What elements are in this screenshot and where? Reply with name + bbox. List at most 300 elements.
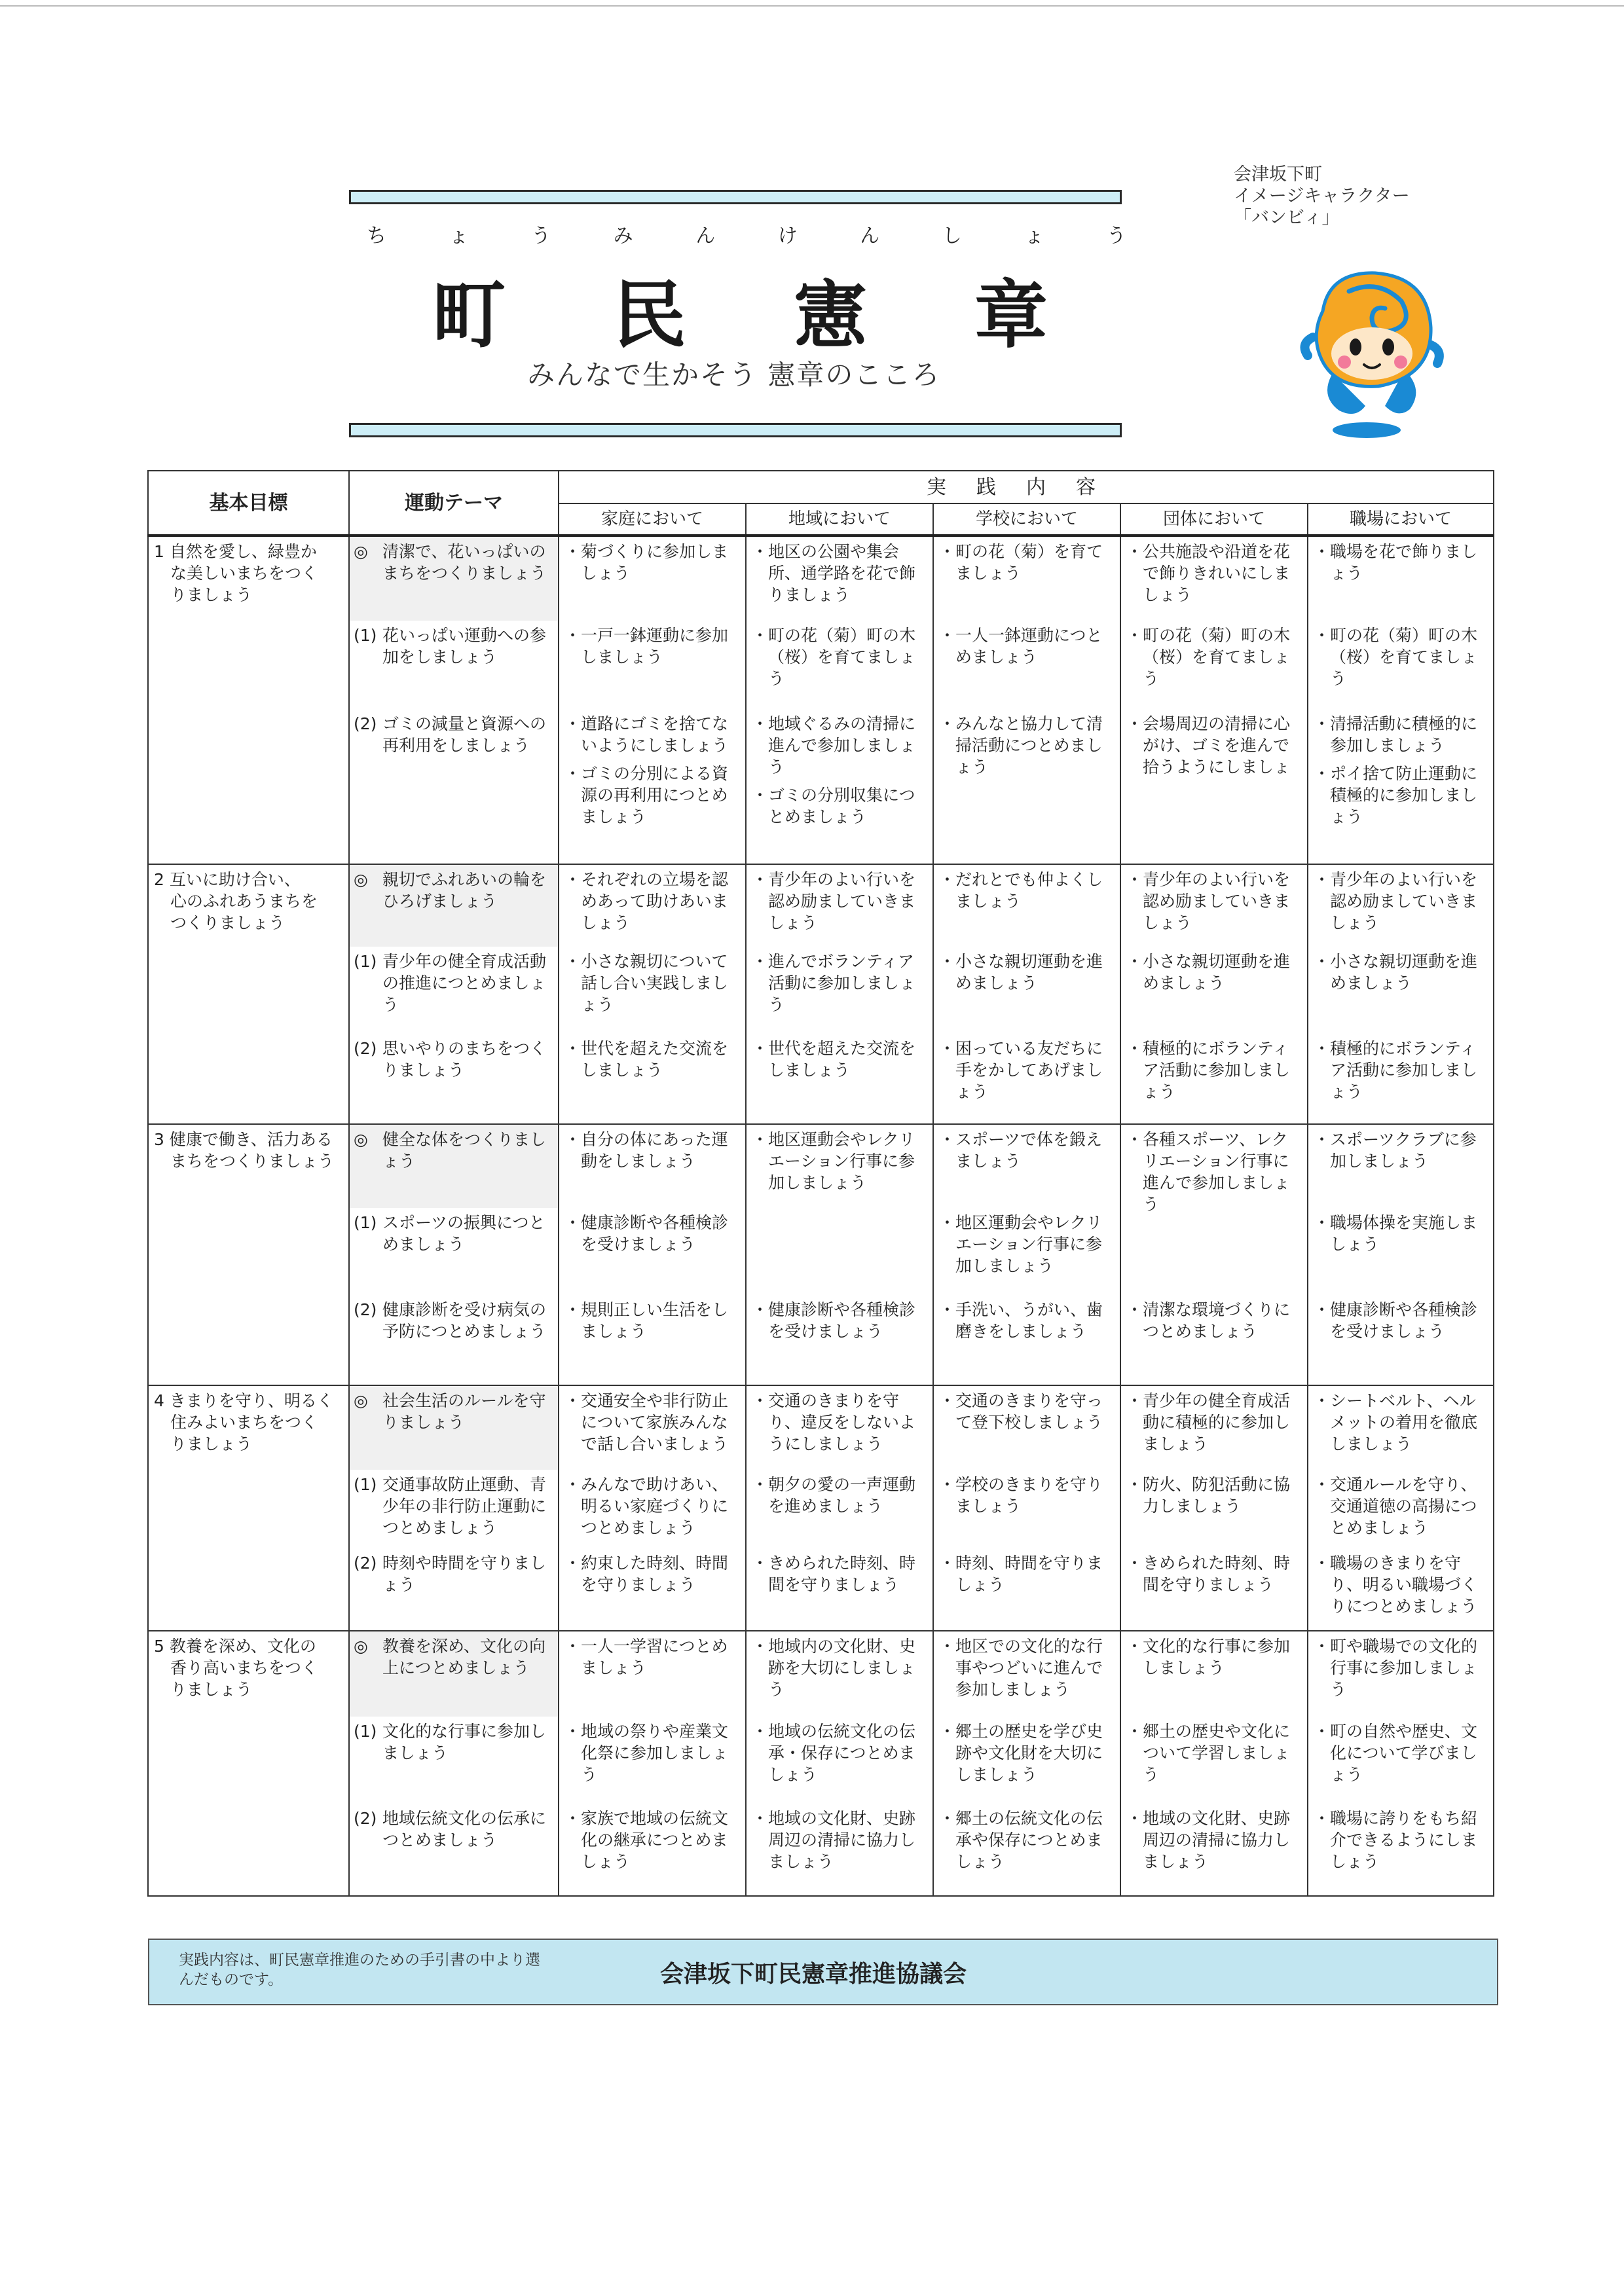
practice-subcell [934,865,1120,947]
theme-marker: (2) [354,714,377,733]
theme-item [350,1631,558,1717]
bullet-icon: ・ [752,1391,769,1410]
practice-subcell [1308,1208,1493,1295]
bullet-icon: ・ [939,1809,956,1828]
practice-cell [746,864,933,1124]
practice-item [752,1299,929,1342]
practice-text: 一人一鉢運動につとめましょう [955,626,1103,666]
bullet-icon: ・ [1314,1130,1331,1149]
theme-marker: (1) [354,1213,377,1232]
practice-text: 進んでボランティア活動に参加しましょう [768,952,916,1014]
practice-text: 青少年のよい行いを認め励ましていきましょう [768,870,916,932]
bullet-icon: ・ [564,952,581,971]
sub-column-header: 地域において [746,503,933,536]
practice-item [939,1129,1116,1172]
practice-text: 職場のきまりを守り、明るい職場づくりにつとめましょう [1330,1554,1478,1616]
bullet-icon: ・ [752,952,769,971]
practice-text: 小さな親切運動を進めましょう [955,952,1103,993]
practice-subcell [747,537,932,621]
theme-text: 花いっぱい運動への参加をしましょう [382,626,547,666]
practice-item [564,1212,741,1255]
practice-item [752,784,929,828]
goal-cell: 5 教養を深め、文化の 香り高いまちをつく りましょう [148,1631,349,1896]
theme-item [350,1470,558,1548]
practice-item [1126,625,1303,689]
practice-item [752,869,929,934]
practice-text: 積極的にボランティア活動に参加しましょう [1330,1039,1478,1101]
practice-item [752,713,929,778]
theme-marker: ◎ [354,870,368,889]
table-row [148,1631,1494,1896]
practice-subcell [1121,537,1307,621]
practice-item [564,1552,741,1595]
bullet-icon: ・ [1314,1637,1331,1656]
practice-item [1314,1129,1489,1172]
practice-item [752,951,929,1015]
practice-text: 地区運動会やレクリエーション行事に参加しましょう [768,1130,915,1192]
practice-item [564,1474,741,1539]
practice-text: 健康診断や各種検診を受けましょう [768,1300,916,1341]
practice-cell [1308,1124,1494,1385]
practice-cell [933,864,1120,1124]
theme-cell [349,1385,559,1631]
practice-item [1314,1808,1489,1872]
bullet-icon: ・ [939,1300,956,1319]
practice-item [1126,1635,1303,1679]
practice-text: 小さな親切運動を進めましょう [1330,952,1478,993]
ruby-char: け [777,225,798,247]
theme-text: 文化的な行事に参加しましょう [382,1722,547,1762]
theme-item [350,709,558,864]
practice-item [752,1635,929,1700]
practice-item [564,1635,741,1679]
bullet-icon: ・ [939,1475,956,1494]
practice-text: 郷土の伝統文化の伝承や保存につとめましょう [955,1809,1103,1871]
theme-text: 健全な体をつくりましょう [382,1130,547,1171]
practice-item [939,1635,1116,1700]
bullet-icon: ・ [564,714,581,733]
page-title [432,257,1048,362]
bullet-icon: ・ [1314,870,1331,889]
practice-item [564,1390,741,1455]
mascot-caption-line: 会津坂下町 [1234,164,1322,184]
practice-text: 菊づくりに参加しましょう [581,542,729,583]
column-header-practice: 実践内容 [559,471,1494,503]
bullet-icon: ・ [752,786,769,805]
theme-item [350,621,558,709]
bullet-icon: ・ [1314,1391,1331,1410]
practice-subcell [934,709,1120,864]
practice-item [752,1552,929,1595]
mascot-caption-line: イメージキャラクター [1234,186,1410,206]
theme-marker: (2) [354,1554,377,1573]
bullet-icon: ・ [564,626,581,645]
practice-text: ポイ捨て防止運動に積極的に参加しましょう [1330,764,1478,826]
practice-cell [746,1385,933,1631]
practice-subcell [559,1470,745,1548]
practice-text: 地域の伝統文化の伝承・保存につとめましょう [768,1722,916,1784]
practice-item [564,1038,741,1081]
practice-subcell [559,709,745,864]
theme-marker: (1) [354,952,377,971]
practice-subcell [934,1548,1120,1630]
practice-subcell [747,1125,932,1208]
theme-item [350,1208,558,1295]
bullet-icon: ・ [752,1809,769,1828]
practice-text: 地区運動会やレクリエーション行事に参加しましょう [955,1213,1103,1275]
practice-subcell [1121,1208,1307,1295]
practice-text: 町の花（菊）を育てましょう [955,542,1103,583]
bullet-icon: ・ [752,1475,769,1494]
bullet-icon: ・ [564,1809,581,1828]
theme-marker: (1) [354,1475,377,1494]
practice-item [1314,541,1489,584]
practice-item [939,1808,1116,1872]
theme-item [350,1804,558,1895]
bullet-icon: ・ [564,1554,581,1573]
theme-item [350,1125,558,1208]
practice-subcell [1121,1295,1307,1385]
practice-subcell [1121,1548,1307,1630]
practice-text: 規則正しい生活をしましょう [581,1300,729,1341]
practice-text: 地域内の文化財、史跡を大切にしましょう [768,1637,916,1699]
bullet-icon: ・ [1126,714,1143,733]
practice-subcell [559,1125,745,1208]
bullet-icon: ・ [1126,626,1143,645]
column-header-goal: 基本目標 [148,471,349,536]
practice-subcell [934,1470,1120,1548]
practice-subcell [934,1208,1120,1295]
theme-text: ゴミの減量と資源への再利用をしましょう [382,714,547,755]
practice-subcell [934,1125,1120,1208]
theme-text: 思いやりのまちをつくりましょう [382,1039,547,1080]
practice-subcell [559,1804,745,1895]
practice-cell [1120,1631,1308,1896]
practice-item [564,713,741,756]
practice-subcell [747,1470,932,1548]
practice-text: 青少年のよい行いを認め励ましていきましょう [1330,870,1478,932]
theme-item [350,1548,558,1630]
mascot-character-image [1293,265,1450,442]
practice-item [1126,1299,1303,1342]
practice-item [939,951,1116,994]
table-row [148,536,1494,864]
ruby-char: ち [367,225,386,247]
practice-text: きめられた時刻、時間を守りましょう [768,1554,916,1594]
practice-subcell [747,947,932,1034]
footer-organization: 会津坂下町民憲章推進協議会 [660,1961,967,1988]
practice-subcell [1121,1125,1307,1214]
bullet-icon: ・ [1314,1300,1331,1319]
practice-item [939,869,1116,912]
practice-text: シートベルト、ヘルメットの着用を徹底しましょう [1330,1391,1478,1453]
theme-text: 清潔で、花いっぱいのまちをつくりましょう [382,542,547,583]
practice-subcell [559,1548,745,1630]
practice-cell [1308,864,1494,1124]
practice-subcell [559,1631,745,1717]
title-bar-top [349,190,1122,204]
practice-subcell [559,621,745,709]
table-row [148,1385,1494,1631]
theme-marker: (2) [354,1809,377,1828]
goal-cell: 4 きまりを守り、明るく 住みよいまちをつく りましょう [148,1385,349,1631]
practice-item [564,951,741,1015]
practice-subcell [1308,1717,1493,1804]
column-header-theme: 運動テーマ [349,471,559,536]
bullet-icon: ・ [752,1637,769,1656]
bullet-icon: ・ [1314,1554,1331,1573]
bullet-icon: ・ [752,542,769,561]
practice-cell [933,536,1120,864]
bullet-icon: ・ [752,1554,769,1573]
bullet-icon: ・ [564,1130,581,1149]
bullet-icon: ・ [1314,1039,1331,1058]
practice-text: 町の自然や歴史、文化について学びましょう [1330,1722,1478,1784]
page-subtitle: みんなで生かそう 憲章のこころ [527,359,941,391]
practice-text: 一戸一鉢運動に参加しましょう [581,626,729,666]
practice-item [1126,1390,1303,1455]
practice-cell [746,1631,933,1896]
bullet-icon: ・ [1314,952,1331,971]
practice-item [752,1129,929,1194]
practice-text: 町の花（菊）町の木（桜）を育てましょう [768,626,916,688]
table-row [148,1124,1494,1385]
practice-cell [559,1124,746,1385]
practice-subcell [1121,1804,1307,1895]
practice-text: 家族で地域の伝統文化の継承につとめましょう [581,1809,729,1871]
practice-text: 各種スポーツ、レクリエーション行事に進んで参加しましょう [1143,1130,1291,1214]
practice-subcell [1121,1386,1307,1470]
practice-subcell [1121,1034,1307,1123]
practice-text: 健康診断や各種検診を受けましょう [1330,1300,1478,1341]
practice-cell [1120,1124,1308,1385]
theme-item [350,947,558,1034]
practice-subcell [1308,1804,1493,1895]
practice-text: 青少年のよい行いを認め励ましていきましょう [1143,870,1291,932]
practice-text: 職場体操を実施しましょう [1330,1213,1478,1254]
practice-item [939,713,1116,778]
practice-text: 町や職場での文化的行事に参加しましょう [1330,1637,1478,1699]
mascot-caption-line: 「バンビィ」 [1234,208,1340,227]
bullet-icon: ・ [564,1213,581,1232]
bullet-icon: ・ [939,1722,956,1741]
practice-text: 学校のきまりを守りましょう [955,1475,1103,1516]
bullet-icon: ・ [1126,1722,1143,1741]
practice-item [1314,1299,1489,1342]
practice-subcell [1308,1631,1493,1717]
practice-subcell [747,709,932,864]
bullet-icon: ・ [1314,1213,1331,1232]
practice-text: 世代を超えた交流をしましょう [581,1039,729,1080]
bullet-icon: ・ [939,1554,956,1573]
practice-text: スポーツクラブに参加しましょう [1330,1130,1477,1171]
practice-item [1126,713,1303,778]
practice-text: みんなで助けあい、明るい家庭づくりにつとめましょう [581,1475,729,1537]
practice-text: 交通のきまりを守って登下校しましょう [955,1391,1103,1432]
practice-item [1314,763,1489,828]
practice-cell [1120,536,1308,864]
practice-text: 交通ルールを守り、交通道徳の高揚につとめましょう [1330,1475,1477,1537]
practice-item [1126,1808,1303,1872]
practice-text: 郷土の歴史を学び史跡や文化財を大切にしましょう [955,1722,1103,1784]
practice-text: 健康診断や各種検診を受けましょう [581,1213,729,1254]
practice-item [939,541,1116,584]
practice-subcell [747,1295,932,1385]
mascot-caption [1234,164,1410,228]
practice-item [939,1299,1116,1342]
practice-item [564,869,741,934]
practice-subcell [747,1034,932,1123]
theme-text: 地域伝統文化の伝承につとめましょう [382,1809,547,1850]
bullet-icon: ・ [1314,1809,1331,1828]
practice-subcell [747,1548,932,1630]
sub-column-header: 職場において [1308,503,1494,536]
title-char: 民 [613,272,686,358]
bullet-icon: ・ [752,1130,769,1149]
title-char: 章 [974,272,1048,358]
practice-cell [1308,1385,1494,1631]
footer-note: 実践内容は、町民憲章推進のための手引書の中より選んだものです。 [179,1952,540,1988]
practice-text: ゴミの分別による資源の再利用につとめましょう [581,764,729,826]
bullet-icon: ・ [1314,1475,1331,1494]
theme-text: 社会生活のルールを守りましょう [382,1391,546,1432]
practice-cell [1308,1631,1494,1896]
bullet-icon: ・ [939,1391,956,1410]
theme-marker: ◎ [354,1637,368,1656]
practice-text: 小さな親切について話し合い実践しましょう [581,952,729,1014]
practice-subcell [747,1386,932,1470]
practice-item [1126,1552,1303,1595]
practice-text: 地域の文化財、史跡周辺の清掃に協力しましょう [1143,1809,1291,1871]
practice-cell [933,1385,1120,1631]
bullet-icon: ・ [752,1722,769,1741]
practice-item [1314,869,1489,934]
ruby-char: み [613,225,633,247]
bullet-icon: ・ [1314,764,1331,783]
table-body [148,536,1494,1896]
theme-text: 教養を深め、文化の向上につとめましょう [382,1637,546,1677]
practice-text: 会場周辺の清掃に心がけ、ゴミを進んで拾うようにしましょ [1143,714,1291,776]
practice-item [752,1390,929,1455]
ruby-char: ょ [1024,225,1044,247]
bullet-icon: ・ [939,1213,956,1232]
theme-cell [349,1631,559,1896]
bullet-icon: ・ [564,1722,581,1741]
bullet-icon: ・ [939,1637,956,1656]
practice-item [939,625,1116,668]
theme-marker: ◎ [354,1391,368,1410]
bullet-icon: ・ [564,1039,581,1058]
practice-item [1314,1721,1489,1785]
practice-text: 世代を超えた交流をしましょう [768,1039,916,1080]
bullet-icon: ・ [752,714,769,733]
practice-text: 職場を花で飾りましょう [1330,542,1478,583]
practice-cell [559,1385,746,1631]
bullet-icon: ・ [564,1637,581,1656]
theme-text: 交通事故防止運動、青少年の非行防止運動につとめましょう [382,1475,547,1537]
bullet-icon: ・ [939,952,956,971]
practice-subcell [934,1386,1120,1470]
title-bar-bottom [349,423,1122,437]
theme-item [350,1034,558,1123]
practice-subcell [559,537,745,621]
practice-item [939,1390,1116,1433]
sub-column-header: 団体において [1120,503,1308,536]
practice-subcell [1308,709,1493,864]
theme-cell [349,864,559,1124]
practice-subcell [1121,1631,1307,1717]
bullet-icon: ・ [1126,870,1143,889]
practice-cell [559,1631,746,1896]
practice-subcell [934,537,1120,621]
practice-subcell [934,1631,1120,1717]
practice-item [564,1299,741,1342]
practice-text: 時刻、時間を守りましょう [955,1554,1103,1594]
practice-subcell [1308,1034,1493,1123]
practice-text: 約束した時刻、時間を守りましょう [581,1554,729,1594]
ruby-char: し [942,225,962,247]
practice-text: みんなと協力して清掃活動につとめましょう [955,714,1103,776]
practice-cell [1308,536,1494,864]
practice-item [564,763,741,828]
practice-subcell [1308,947,1493,1034]
theme-marker: (1) [354,626,377,645]
practice-item [1314,1635,1489,1700]
practice-item [564,625,741,668]
practice-subcell [934,1295,1120,1385]
practice-subcell [1308,1548,1493,1630]
practice-text: 地区の公園や集会所、通学路を花で飾りましょう [768,542,916,604]
practice-item [1314,713,1489,756]
practice-subcell [747,865,932,947]
practice-item [1126,869,1303,934]
bullet-icon: ・ [1126,1300,1143,1319]
practice-item [564,1721,741,1785]
bullet-icon: ・ [939,870,956,889]
practice-text: 交通安全や非行防止について家族みんなで話し合いましょう [581,1391,729,1453]
theme-text: 親切でふれあいの輪をひろげましょう [382,870,547,911]
bullet-icon: ・ [1126,1637,1143,1656]
practice-item [1126,951,1303,994]
bullet-icon: ・ [1314,1722,1331,1741]
practice-item [752,1721,929,1785]
practice-item [1126,1474,1303,1517]
practice-subcell [1121,1717,1307,1804]
practice-item [939,1474,1116,1517]
title-char: 憲 [794,272,867,358]
table-row [148,864,1494,1124]
practice-cell [933,1631,1120,1896]
practice-subcell [1308,1386,1493,1470]
practice-subcell [934,621,1120,709]
theme-text: 健康診断を受け病気の予防につとめましょう [382,1300,547,1341]
theme-marker: (1) [354,1722,377,1741]
practice-subcell [934,1717,1120,1804]
practice-subcell [1308,1470,1493,1548]
bullet-icon: ・ [1126,1475,1143,1494]
practice-item [939,1212,1116,1277]
bullet-icon: ・ [564,542,581,561]
bullet-icon: ・ [939,1039,956,1058]
practice-text: 文化的な行事に参加しましょう [1143,1637,1291,1677]
practice-text: 困っている友だちに手をかしてあげましょう [955,1039,1103,1101]
practice-subcell [559,1386,745,1470]
practice-text: 清潔な環境づくりにつとめましょう [1143,1300,1291,1341]
title-ruby [367,219,1126,248]
footer-banner [148,1939,1498,2005]
practice-text: 朝夕の愛の一声運動を進めましょう [768,1475,916,1516]
bullet-icon: ・ [564,1391,581,1410]
